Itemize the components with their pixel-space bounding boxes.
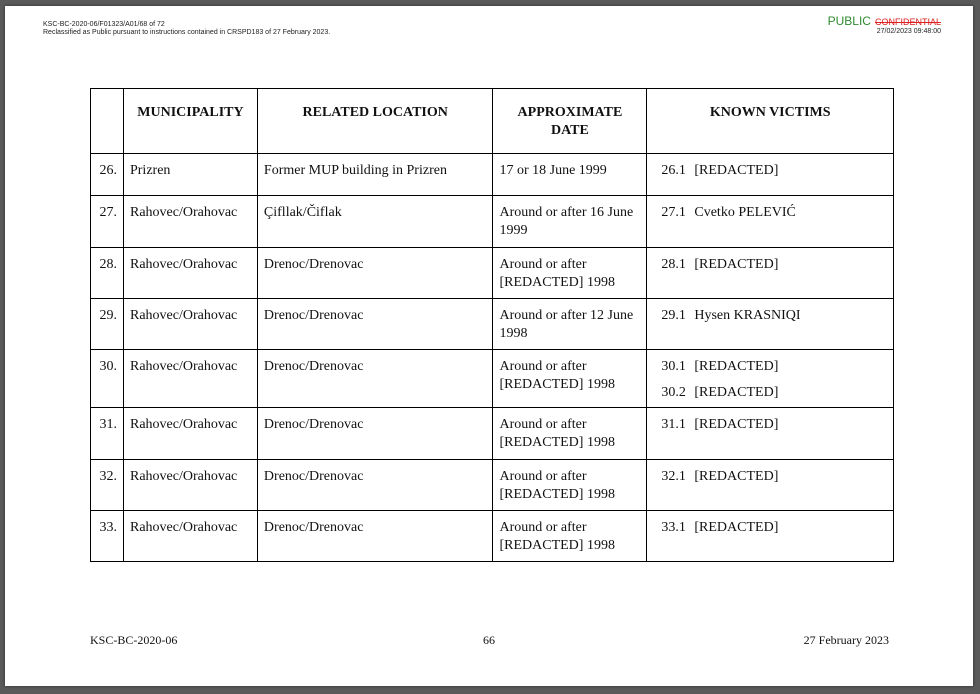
reclassification-note: Reclassified as Public pursuant to instructions contained in CRSPD183 of 27 February 2023. <box>43 29 331 36</box>
location-cell: Former MUP building in Prizren <box>257 154 493 196</box>
table-row <box>91 154 894 196</box>
victim-name: Cvetko PELEVIĆ <box>694 205 796 220</box>
date-cell: Around or after [REDACTED] 1998 <box>493 248 647 299</box>
header-num <box>91 89 124 154</box>
municipality-cell: Rahovec/Orahovac <box>123 511 257 562</box>
victim-id: 33.1 <box>661 520 686 535</box>
date-cell: Around or after [REDACTED] 1998 <box>493 511 647 562</box>
victim-entry <box>653 256 887 274</box>
location-cell: Drenoc/Drenovac <box>257 350 493 408</box>
header-known-victims: KNOWN VICTIMS <box>647 89 894 154</box>
victims-cell <box>647 408 894 460</box>
victim-entry <box>653 307 887 325</box>
table-row <box>91 460 894 511</box>
victim-name: [REDACTED] <box>694 385 779 400</box>
victims-cell <box>647 248 894 299</box>
victims-cell <box>647 299 894 350</box>
row-number: 31. <box>91 408 124 460</box>
date-cell: Around or after [REDACTED] 1998 <box>493 460 647 511</box>
victims-cell <box>647 511 894 562</box>
footer-page-number: 66 <box>483 633 495 647</box>
table-row <box>91 511 894 562</box>
municipality-cell: Prizren <box>123 154 257 196</box>
victim-entry <box>653 519 887 537</box>
table-row <box>91 350 894 408</box>
municipality-cell: Rahovec/Orahovac <box>123 350 257 408</box>
victim-name: [REDACTED] <box>694 520 779 535</box>
municipality-cell: Rahovec/Orahovac <box>123 248 257 299</box>
municipality-cell: Rahovec/Orahovac <box>123 408 257 460</box>
classification-stamp <box>828 14 941 36</box>
doc-ref: KSC-BC-2020-06/F01323/A01/68 of 72 <box>43 21 165 28</box>
row-number: 32. <box>91 460 124 511</box>
victim-id: 26.1 <box>661 163 686 178</box>
victim-name: [REDACTED] <box>694 469 779 484</box>
victim-id: 29.1 <box>661 308 686 323</box>
row-number: 26. <box>91 154 124 196</box>
table-row <box>91 196 894 248</box>
public-label: PUBLIC <box>827 14 871 28</box>
table-body <box>91 154 894 562</box>
victim-id: 27.1 <box>661 205 686 220</box>
victim-id: 32.1 <box>661 469 686 484</box>
confidential-label: CONFIDENTIAL <box>874 17 941 27</box>
header-municipality: MUNICIPALITY <box>123 89 257 154</box>
footer-case-number: KSC-BC-2020-06 <box>90 633 178 647</box>
location-cell: Drenoc/Drenovac <box>257 460 493 511</box>
victim-id: 28.1 <box>661 257 686 272</box>
date-cell: 17 or 18 June 1999 <box>493 154 647 196</box>
victim-id: 30.2 <box>661 385 686 400</box>
date-cell: Around or after [REDACTED] 1998 <box>493 408 647 460</box>
header-related-location: RELATED LOCATION <box>257 89 493 154</box>
header-approximate-date: APPROXIMATE DATE <box>493 89 647 154</box>
victim-entry <box>653 358 887 376</box>
location-cell: Drenoc/Drenovac <box>257 248 493 299</box>
date-cell: Around or after [REDACTED] 1998 <box>493 350 647 408</box>
victim-entry <box>653 416 887 434</box>
row-number: 27. <box>91 196 124 248</box>
table-header-row <box>91 89 894 154</box>
row-number: 28. <box>91 248 124 299</box>
row-number: 30. <box>91 350 124 408</box>
municipality-cell: Rahovec/Orahovac <box>123 196 257 248</box>
municipality-cell: Rahovec/Orahovac <box>123 299 257 350</box>
date-cell: Around or after 12 June 1998 <box>493 299 647 350</box>
victim-name: [REDACTED] <box>694 417 779 432</box>
victim-id: 30.1 <box>661 359 686 374</box>
document-page <box>5 6 973 686</box>
header-reference <box>43 21 330 37</box>
victim-entry <box>653 162 887 180</box>
table-row <box>91 299 894 350</box>
location-cell: Drenoc/Drenovac <box>257 299 493 350</box>
victims-cell <box>647 350 894 408</box>
victims-cell <box>647 154 894 196</box>
victim-name: [REDACTED] <box>694 163 779 178</box>
victim-id: 31.1 <box>661 417 686 432</box>
victims-table <box>90 88 894 562</box>
footer-date: 27 February 2023 <box>803 633 889 647</box>
victim-entry <box>653 204 887 222</box>
victims-cell <box>647 460 894 511</box>
victims-cell <box>647 196 894 248</box>
location-cell: Drenoc/Drenovac <box>257 511 493 562</box>
timestamp: 27/02/2023 09:48:00 <box>876 28 941 35</box>
table-row <box>91 408 894 460</box>
location-cell: Çifllak/Čiflak <box>257 196 493 248</box>
victim-entry <box>653 384 887 402</box>
victim-entry <box>653 468 887 486</box>
row-number: 33. <box>91 511 124 562</box>
victim-name: [REDACTED] <box>694 257 779 272</box>
victim-name: [REDACTED] <box>694 359 779 374</box>
date-cell: Around or after 16 June 1999 <box>493 196 647 248</box>
location-cell: Drenoc/Drenovac <box>257 408 493 460</box>
row-number: 29. <box>91 299 124 350</box>
municipality-cell: Rahovec/Orahovac <box>123 460 257 511</box>
table-row <box>91 248 894 299</box>
victim-name: Hysen KRASNIQI <box>694 308 801 323</box>
